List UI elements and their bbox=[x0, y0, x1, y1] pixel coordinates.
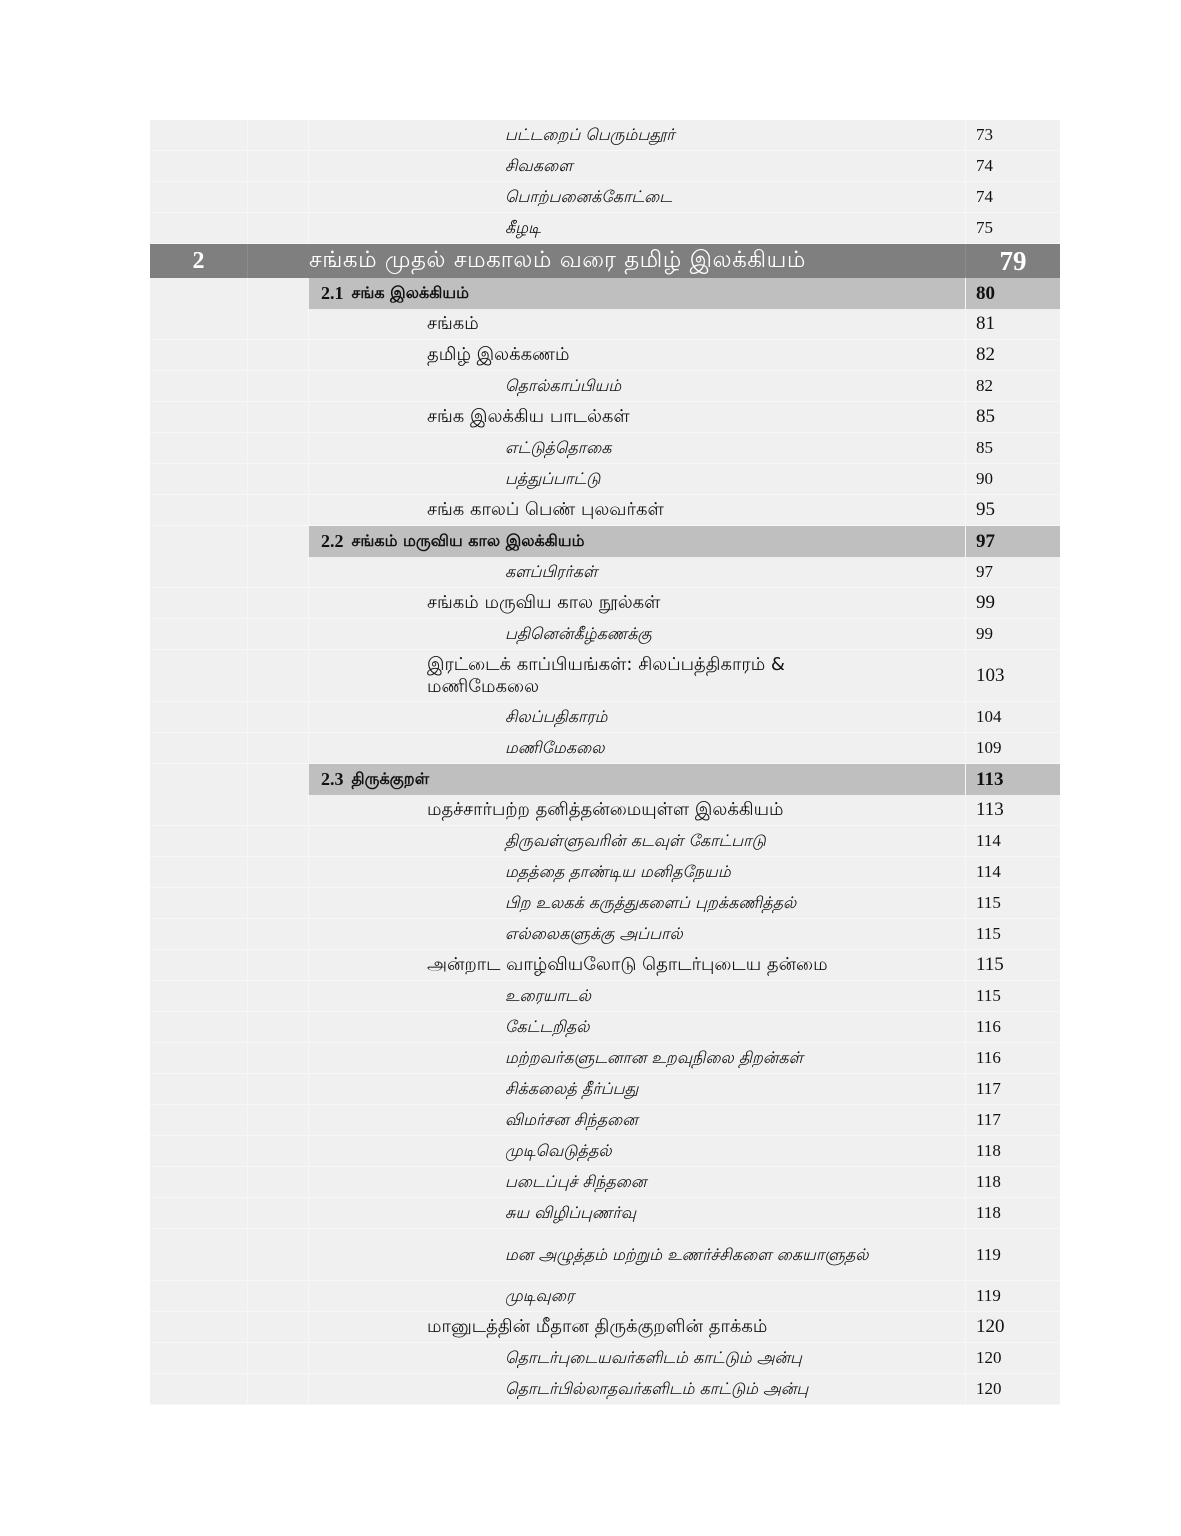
spacer-cell bbox=[248, 826, 309, 856]
entry-title bbox=[309, 588, 966, 618]
page-number: 118 bbox=[976, 1172, 1001, 1191]
number-cell bbox=[150, 857, 248, 887]
entry-label: மானுடத்தின் மீதான திருக்குறளின் தாக்கம் bbox=[427, 1316, 768, 1337]
number-cell bbox=[150, 1012, 248, 1042]
entry-label: மன அழுத்தம் மற்றும் உணர்ச்சிகளை கையாளுதல் bbox=[505, 1244, 869, 1264]
entry-title bbox=[309, 1374, 966, 1404]
number-cell bbox=[150, 619, 248, 649]
page-number: 119 bbox=[976, 1244, 1001, 1264]
subtopic-row[interactable] bbox=[150, 1198, 1060, 1229]
entry-title bbox=[309, 1198, 966, 1228]
subtopic-row[interactable] bbox=[150, 1074, 1060, 1105]
number-cell bbox=[150, 464, 248, 494]
number-cell bbox=[150, 1374, 248, 1404]
page-number: 113 bbox=[976, 768, 1004, 790]
entry-label: உரையாடல் bbox=[505, 986, 592, 1005]
spacer-cell bbox=[248, 213, 309, 243]
page-number: 95 bbox=[976, 499, 995, 520]
subtopic-row[interactable] bbox=[150, 619, 1060, 650]
page-number: 75 bbox=[976, 218, 993, 237]
number-cell bbox=[150, 1074, 248, 1104]
spacer-cell bbox=[248, 919, 309, 949]
entry-label: கேட்டறிதல் bbox=[505, 1017, 590, 1036]
subtopic-row[interactable] bbox=[150, 888, 1060, 919]
page-number: 97 bbox=[976, 530, 995, 552]
entry-label: தொடர்புடையவர்களிடம் காட்டும் அன்பு bbox=[505, 1348, 802, 1367]
subtopic-row[interactable] bbox=[150, 371, 1060, 402]
entry-title bbox=[309, 857, 966, 887]
page-number: 97 bbox=[976, 562, 993, 581]
entry-title bbox=[309, 371, 966, 401]
spacer-cell bbox=[248, 981, 309, 1011]
spacer-cell bbox=[248, 402, 309, 432]
entry-title bbox=[309, 182, 966, 212]
entry-title bbox=[309, 981, 966, 1011]
topic-row[interactable] bbox=[150, 795, 1060, 826]
page-number: 119 bbox=[976, 1286, 1001, 1305]
spacer-cell bbox=[248, 857, 309, 887]
entry-label: சிலப்பதிகாரம் bbox=[505, 707, 608, 726]
subtopic-row[interactable] bbox=[150, 1167, 1060, 1198]
entry-label: சிவகளை bbox=[505, 156, 573, 175]
entry-label: பிற உலகக் கருத்துகளைப் புறக்கணித்தல் bbox=[505, 893, 797, 912]
spacer-cell bbox=[248, 1312, 309, 1342]
number-cell bbox=[150, 733, 248, 763]
number-cell bbox=[150, 1167, 248, 1197]
entry-label: சங்கம் bbox=[427, 313, 479, 334]
number-cell bbox=[150, 213, 248, 243]
subtopic-row[interactable] bbox=[150, 919, 1060, 950]
section-label: சங்கம் மருவிய கால இலக்கியம் bbox=[351, 531, 585, 550]
spacer-cell bbox=[248, 1374, 309, 1404]
spacer-cell bbox=[248, 464, 309, 494]
chapter-row[interactable] bbox=[150, 244, 1060, 278]
page-number: 113 bbox=[976, 799, 1004, 820]
subtopic-row[interactable] bbox=[150, 182, 1060, 213]
spacer-cell bbox=[248, 244, 309, 278]
entry-title bbox=[309, 950, 966, 980]
spacer-cell bbox=[248, 495, 309, 525]
entry-title bbox=[309, 795, 966, 825]
entry-title bbox=[309, 619, 966, 649]
entry-label: திருவள்ளுவரின் கடவுள் கோட்பாடு bbox=[505, 831, 766, 850]
number-cell bbox=[150, 1198, 248, 1228]
spacer-cell bbox=[248, 182, 309, 212]
section-label: திருக்குறள் bbox=[351, 769, 430, 788]
entry-label: இரட்டைக் காப்பியங்கள்: சிலப்பத்திகாரம் & மணிமேகலை bbox=[427, 653, 785, 697]
spacer-cell bbox=[248, 1167, 309, 1197]
number-cell bbox=[150, 764, 248, 795]
subtopic-row[interactable] bbox=[150, 733, 1060, 764]
spacer-cell bbox=[248, 1229, 309, 1280]
entry-title bbox=[309, 1167, 966, 1197]
page-number: 114 bbox=[976, 862, 1001, 881]
subtopic-row[interactable] bbox=[150, 1281, 1060, 1312]
number-cell bbox=[150, 151, 248, 181]
topic-row[interactable] bbox=[150, 402, 1060, 433]
entry-label: எட்டுத்தொகை bbox=[505, 438, 612, 457]
number-cell bbox=[150, 340, 248, 370]
entry-title bbox=[309, 1012, 966, 1042]
spacer-cell bbox=[248, 1043, 309, 1073]
spacer-cell bbox=[248, 764, 309, 795]
subtopic-row[interactable] bbox=[150, 1374, 1060, 1405]
number-cell bbox=[150, 1043, 248, 1073]
number-cell bbox=[150, 1229, 248, 1280]
page-number: 82 bbox=[976, 376, 993, 395]
entry-label: தொடர்பில்லாதவர்களிடம் காட்டும் அன்பு bbox=[505, 1379, 809, 1398]
page-number: 99 bbox=[976, 624, 993, 643]
entry-label: முடிவுரை bbox=[505, 1286, 575, 1305]
subtopic-row[interactable] bbox=[150, 1043, 1060, 1074]
entry-label: முடிவெடுத்தல் bbox=[505, 1141, 612, 1160]
spacer-cell bbox=[248, 588, 309, 618]
chapter-number: 2 bbox=[150, 244, 248, 278]
page-number: 99 bbox=[976, 592, 995, 613]
section-row[interactable] bbox=[150, 526, 1060, 557]
entry-label: பதினென்கீழ்கணக்கு bbox=[505, 624, 652, 643]
entry-label: பத்துப்பாட்டு bbox=[505, 469, 601, 488]
page-number: 116 bbox=[976, 1017, 1001, 1036]
page-number: 115 bbox=[976, 954, 1004, 975]
page-number: 85 bbox=[976, 438, 993, 457]
spacer-cell bbox=[248, 278, 309, 309]
entry-title bbox=[309, 733, 966, 763]
number-cell bbox=[150, 557, 248, 587]
subtopic-row[interactable] bbox=[150, 1136, 1060, 1167]
spacer-cell bbox=[248, 1136, 309, 1166]
number-cell bbox=[150, 826, 248, 856]
spacer-cell bbox=[248, 950, 309, 980]
spacer-cell bbox=[248, 888, 309, 918]
entry-label: மதத்தை தாண்டிய மனிதநேயம் bbox=[505, 862, 731, 881]
entry-title bbox=[309, 557, 966, 587]
entry-title bbox=[309, 1074, 966, 1104]
entry-title bbox=[309, 1281, 966, 1311]
page-number: 116 bbox=[976, 1048, 1001, 1067]
number-cell bbox=[150, 1343, 248, 1373]
page-number: 117 bbox=[976, 1110, 1001, 1129]
entry-label: எல்லைகளுக்கு அப்பால் bbox=[505, 924, 683, 943]
number-cell bbox=[150, 278, 248, 309]
number-cell bbox=[150, 526, 248, 557]
number-cell bbox=[150, 702, 248, 732]
entry-label: பொற்பனைக்கோட்டை bbox=[505, 187, 672, 206]
entry-label: தமிழ் இலக்கணம் bbox=[427, 344, 570, 365]
subtopic-row[interactable] bbox=[150, 464, 1060, 495]
number-cell bbox=[150, 650, 248, 701]
spacer-cell bbox=[248, 340, 309, 370]
topic-row[interactable] bbox=[150, 950, 1060, 981]
spacer-cell bbox=[248, 650, 309, 701]
entry-title bbox=[309, 495, 966, 525]
page-number: 114 bbox=[976, 831, 1001, 850]
subtopic-row[interactable] bbox=[150, 1343, 1060, 1374]
page-number: 85 bbox=[976, 406, 995, 427]
page-number: 74 bbox=[976, 187, 993, 206]
subtopic-row[interactable] bbox=[150, 213, 1060, 244]
spacer-cell bbox=[248, 1012, 309, 1042]
page-number: 118 bbox=[976, 1203, 1001, 1222]
spacer-cell bbox=[248, 309, 309, 339]
number-cell bbox=[150, 182, 248, 212]
section-title bbox=[309, 278, 966, 309]
page-number: 81 bbox=[976, 313, 995, 334]
subtopic-row[interactable] bbox=[150, 433, 1060, 464]
spacer-cell bbox=[248, 1281, 309, 1311]
page-number: 103 bbox=[976, 664, 1005, 686]
section-title bbox=[309, 764, 966, 795]
spacer-cell bbox=[248, 733, 309, 763]
entry-label: சிக்கலைத் தீர்ப்பது bbox=[505, 1079, 639, 1098]
number-cell bbox=[150, 1281, 248, 1311]
spacer-cell bbox=[248, 433, 309, 463]
entry-label: தொல்காப்பியம் bbox=[505, 376, 622, 395]
spacer-cell bbox=[248, 619, 309, 649]
page-number: 118 bbox=[976, 1141, 1001, 1160]
number-cell bbox=[150, 950, 248, 980]
page-number: 117 bbox=[976, 1079, 1001, 1098]
page-number: 120 bbox=[976, 1379, 1002, 1398]
spacer-cell bbox=[248, 795, 309, 825]
page-number: 73 bbox=[976, 125, 993, 144]
subtopic-row[interactable] bbox=[150, 981, 1060, 1012]
page-number: 109 bbox=[976, 738, 1002, 757]
section-title bbox=[309, 526, 966, 557]
entry-label: சுய விழிப்புணர்வு bbox=[505, 1203, 637, 1222]
topic-row[interactable] bbox=[150, 588, 1060, 619]
entry-label: அன்றாட வாழ்வியலோடு தொடர்புடைய தன்மை bbox=[427, 954, 828, 975]
number-cell bbox=[150, 1312, 248, 1342]
page-number: 74 bbox=[976, 156, 993, 175]
topic-row[interactable] bbox=[150, 495, 1060, 526]
subtopic-row[interactable] bbox=[150, 1012, 1060, 1043]
spacer-cell bbox=[248, 557, 309, 587]
entry-title bbox=[309, 402, 966, 432]
entry-title bbox=[309, 1312, 966, 1342]
spacer-cell bbox=[248, 1074, 309, 1104]
subtopic-row[interactable] bbox=[150, 557, 1060, 588]
page-number: 120 bbox=[976, 1316, 1005, 1337]
page-number: 115 bbox=[976, 986, 1001, 1005]
entry-label: கீழடி bbox=[505, 218, 541, 237]
topic-row[interactable] bbox=[150, 650, 1060, 702]
entry-label: மற்றவர்களுடனான உறவுநிலை திறன்கள் bbox=[505, 1048, 804, 1067]
spacer-cell bbox=[248, 120, 309, 150]
number-cell bbox=[150, 981, 248, 1011]
entry-title bbox=[309, 1105, 966, 1135]
entry-label: பட்டறைப் பெரும்பதூர் bbox=[505, 125, 675, 144]
number-cell bbox=[150, 1105, 248, 1135]
section-label: சங்க இலக்கியம் bbox=[351, 283, 469, 302]
topic-row[interactable] bbox=[150, 1312, 1060, 1343]
number-cell bbox=[150, 1136, 248, 1166]
page-number: 79 bbox=[999, 245, 1027, 276]
number-cell bbox=[150, 919, 248, 949]
entry-title bbox=[309, 464, 966, 494]
entry-title bbox=[309, 120, 966, 150]
entry-title bbox=[309, 888, 966, 918]
subtopic-row[interactable] bbox=[150, 857, 1060, 888]
entry-label: சங்க காலப் பெண் புலவர்கள் bbox=[427, 499, 664, 520]
subtopic-row[interactable] bbox=[150, 702, 1060, 733]
section-row[interactable] bbox=[150, 278, 1060, 309]
spacer-cell bbox=[248, 1105, 309, 1135]
page-number: 80 bbox=[976, 282, 995, 304]
entry-label: படைப்புச் சிந்தனை bbox=[505, 1172, 647, 1191]
section-row[interactable] bbox=[150, 764, 1060, 795]
number-cell bbox=[150, 795, 248, 825]
number-cell bbox=[150, 309, 248, 339]
number-cell bbox=[150, 371, 248, 401]
spacer-cell bbox=[248, 371, 309, 401]
number-cell bbox=[150, 588, 248, 618]
entry-title bbox=[309, 309, 966, 339]
page-number: 90 bbox=[976, 469, 993, 488]
entry-title bbox=[309, 1136, 966, 1166]
table-of-contents bbox=[150, 120, 1060, 1405]
subtopic-row[interactable] bbox=[150, 826, 1060, 857]
entry-label: களப்பிரர்கள் bbox=[505, 562, 598, 581]
entry-label: மணிமேகலை bbox=[505, 738, 605, 757]
number-cell bbox=[150, 120, 248, 150]
page-number: 120 bbox=[976, 1348, 1002, 1367]
entry-title bbox=[309, 650, 966, 701]
section-number: 2.3 bbox=[321, 769, 344, 789]
entry-title bbox=[309, 433, 966, 463]
entry-label: விமர்சன சிந்தனை bbox=[505, 1110, 638, 1129]
entry-label: சங்கம் மருவிய கால நூல்கள் bbox=[427, 592, 661, 613]
topic-row[interactable] bbox=[150, 340, 1060, 371]
entry-label: சங்க இலக்கிய பாடல்கள் bbox=[427, 406, 630, 427]
entry-title bbox=[309, 919, 966, 949]
subtopic-row[interactable] bbox=[150, 1105, 1060, 1136]
page-number: 104 bbox=[976, 707, 1002, 726]
spacer-cell bbox=[248, 151, 309, 181]
entry-title bbox=[309, 340, 966, 370]
page-number: 115 bbox=[976, 924, 1001, 943]
section-number: 2.1 bbox=[321, 283, 344, 303]
entry-title bbox=[309, 1229, 966, 1280]
chapter-title: சங்கம் முதல் சமகாலம் வரை தமிழ் இலக்கியம் bbox=[309, 244, 966, 278]
number-cell bbox=[150, 433, 248, 463]
subtopic-row[interactable] bbox=[150, 151, 1060, 182]
entry-title bbox=[309, 1043, 966, 1073]
spacer-cell bbox=[248, 1343, 309, 1373]
topic-row[interactable] bbox=[150, 309, 1060, 340]
spacer-cell bbox=[248, 526, 309, 557]
page-number: 115 bbox=[976, 893, 1001, 912]
number-cell bbox=[150, 888, 248, 918]
number-cell bbox=[150, 495, 248, 525]
entry-title bbox=[309, 826, 966, 856]
entry-title bbox=[309, 213, 966, 243]
spacer-cell bbox=[248, 1198, 309, 1228]
entry-title bbox=[309, 1343, 966, 1373]
entry-label: மதச்சார்பற்ற தனித்தன்மையுள்ள இலக்கியம் bbox=[427, 799, 784, 820]
spacer-cell bbox=[248, 702, 309, 732]
section-number: 2.2 bbox=[321, 531, 344, 551]
entry-title bbox=[309, 702, 966, 732]
subtopic-row[interactable] bbox=[150, 1229, 1060, 1281]
page-number: 82 bbox=[976, 344, 995, 365]
number-cell bbox=[150, 402, 248, 432]
subtopic-row[interactable] bbox=[150, 120, 1060, 151]
entry-title bbox=[309, 151, 966, 181]
